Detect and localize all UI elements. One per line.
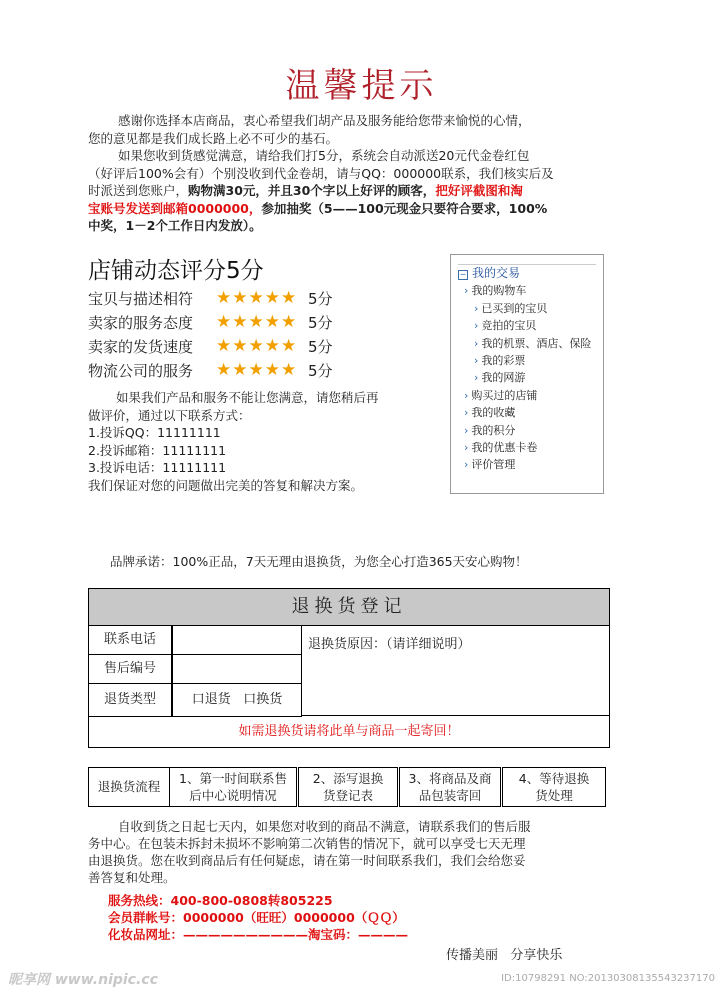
watermark-id: ID:10798291 NO:20130308135543237170 xyxy=(501,973,715,984)
rating-score: 5分 xyxy=(308,361,333,380)
sidebar-item-label: 评价管理 xyxy=(471,458,516,472)
trade-menu xyxy=(458,264,596,484)
sidebar-item-cart[interactable] xyxy=(458,282,596,299)
rating-score: 5分 xyxy=(308,313,333,332)
flow-step-text: 3、将商品及商 xyxy=(408,771,492,786)
form-notice xyxy=(89,717,609,747)
chevron-right-icon: › xyxy=(474,301,479,315)
complaint-line: 2.投诉邮箱：11111111 xyxy=(88,442,227,458)
sidebar-item-points[interactable] xyxy=(458,422,596,439)
sidebar-item-label: 我的机票、酒店、保险 xyxy=(481,336,592,350)
reason-label: 退换货原因：（请详细说明） xyxy=(308,637,471,652)
sidebar-item-lottery[interactable] xyxy=(458,352,596,369)
sidebar-item-label: 购买过的店铺 xyxy=(471,388,538,402)
sidebar-item-label: 我的积分 xyxy=(471,423,516,437)
sidebar-item-label: 我的购物车 xyxy=(471,284,527,298)
flow-step-text: 1、第一时间联系售 xyxy=(179,771,287,786)
sidebar-item-reviews[interactable] xyxy=(458,456,596,473)
star-rating-icon: ★★★★★ xyxy=(216,336,298,356)
flow-label xyxy=(88,767,170,807)
after-line: 自收到货之日起七天内，如果您对收到的商品不满意，请联系我们的售后服 xyxy=(118,819,531,834)
return-flow xyxy=(88,767,606,807)
phone-label-text: 联系电话 xyxy=(103,632,156,647)
intro-line: 您的意见都是我们成长路上必不可少的基石。 xyxy=(88,130,339,146)
star-rating-icon: ★★★★★ xyxy=(216,360,298,380)
return-form xyxy=(88,588,610,748)
star-rating-icon: ★★★★★ xyxy=(216,312,298,332)
page-title: 温馨提示 xyxy=(285,66,438,106)
service-no-label xyxy=(89,655,172,684)
flow-step-text: 货登记表 xyxy=(322,788,373,803)
chevron-right-icon: › xyxy=(474,353,479,367)
type-label-text: 退货类型 xyxy=(103,692,156,707)
flow-step xyxy=(298,767,398,807)
trade-sidebar xyxy=(450,254,604,494)
sidebar-item-label: 我的彩票 xyxy=(481,353,526,367)
sidebar-header-label: 我的交易 xyxy=(472,266,521,280)
complaint-text xyxy=(88,389,428,494)
after-line: 务中心。在包装未拆封未损坏不影响第二次销售的情况下，就可以享受七天无理 xyxy=(88,836,526,851)
rating-list xyxy=(88,286,348,382)
contact-info xyxy=(108,892,408,943)
chevron-right-icon: › xyxy=(464,440,469,454)
intro-line: 中奖，1－2个工作日内发放）。 xyxy=(88,218,262,233)
phone-label xyxy=(89,626,172,655)
complaint-line: 3.投诉电话：11111111 xyxy=(88,460,227,475)
star-rating-icon: ★★★★★ xyxy=(216,288,298,308)
rating-row xyxy=(88,334,348,358)
rating-heading: 店铺动态评分5分 xyxy=(88,258,264,284)
complaint-line: 我们保证对您的问题做出完美的答复和解决方案。 xyxy=(88,477,364,493)
sidebar-item-label: 我的网游 xyxy=(481,371,526,385)
chevron-right-icon: › xyxy=(464,423,469,437)
chevron-right-icon: › xyxy=(464,388,469,402)
sidebar-item-label: 我的优惠卡卷 xyxy=(471,440,538,454)
sidebar-header[interactable] xyxy=(458,265,596,282)
phone-field[interactable] xyxy=(172,626,302,655)
form-title: 退换货登记 xyxy=(291,596,407,617)
rating-row xyxy=(88,358,348,382)
sidebar-item-shops[interactable] xyxy=(458,387,596,404)
flow-step xyxy=(169,767,297,807)
flow-step-text: 4、等待退换 xyxy=(518,771,590,786)
complaint-line: 做评价，通过以下联系方式： xyxy=(88,407,251,423)
rating-label: 卖家的服务态度 xyxy=(88,313,194,332)
brand-promise: 品牌承诺：100%正品，7天无理由退换货，为您全心打造365天安心购物！ xyxy=(110,554,528,569)
shop-site: 化妆品网址：——————————淘宝码：———— xyxy=(108,927,409,942)
chevron-right-icon: › xyxy=(464,458,469,472)
after-line: 由退换货。您在收到商品后有任何疑虑，请在第一时间联系我们，我们会给您妥 xyxy=(88,853,526,868)
return-option-checkbox[interactable]: 口退货 xyxy=(191,692,231,707)
member-group: 会员群帐号：0000000（旺旺）0000000（ＱＱ） xyxy=(108,910,405,925)
sidebar-item-bought[interactable] xyxy=(458,300,596,317)
sidebar-item-games[interactable] xyxy=(458,369,596,386)
type-options xyxy=(172,684,302,717)
intro-line: （好评后100%会有）个别没收到代金卷胡，请与QQ：000000联系，我们核实后及 xyxy=(88,165,554,181)
intro-line xyxy=(88,200,648,218)
sidebar-item-label: 我的收藏 xyxy=(471,406,516,420)
service-no-label-text: 售后编号 xyxy=(103,661,156,676)
collapse-icon[interactable]: − xyxy=(459,270,467,279)
form-notice-text: 如需退换货请将此单与商品一起寄回！ xyxy=(238,724,460,739)
complaint-line: 如果我们产品和服务不能让您满意，请您稍后再 xyxy=(116,390,379,405)
intro-highlight: 把好评截图和淘 xyxy=(435,183,523,198)
chevron-right-icon: › xyxy=(464,406,469,420)
watermark-bar xyxy=(0,963,723,993)
chevron-right-icon: › xyxy=(464,284,469,298)
service-no-field[interactable] xyxy=(172,655,302,684)
flow-step-text: 品包装寄回 xyxy=(418,788,482,803)
rating-score: 5分 xyxy=(308,337,333,356)
chevron-right-icon: › xyxy=(474,336,479,350)
intro-text xyxy=(88,112,648,235)
sidebar-item-coupons[interactable] xyxy=(458,439,596,456)
intro-highlight: 宝账号发送到邮箱0000000， xyxy=(88,200,262,216)
intro-segment: 参加抽奖（5——100元现金只要符合要求，100% xyxy=(261,200,548,216)
intro-line: 感谢你选择本店商品，衷心希望我们胡产品及服务能给您带来愉悦的心情， xyxy=(118,113,531,128)
sidebar-item-travel[interactable] xyxy=(458,335,596,352)
chevron-right-icon: › xyxy=(474,371,479,385)
sidebar-item-label: 已买到的宝贝 xyxy=(481,301,548,315)
intro-line xyxy=(88,182,648,200)
intro-segment: 购物满30元，并且30个字以上好评的顾客， xyxy=(188,183,436,198)
sidebar-item-label: 竞拍的宝贝 xyxy=(481,319,537,333)
service-hotline: 服务热线：400-800-0808转805225 xyxy=(108,893,333,908)
type-label xyxy=(89,684,172,717)
flow-step-text: 2、添写退换 xyxy=(312,771,384,786)
sidebar-item-auction[interactable] xyxy=(458,317,596,334)
flow-step-text: 后中心说明情况 xyxy=(189,788,277,803)
watermark-logo: 昵享网 www.nipic.cc xyxy=(8,972,158,988)
rating-label: 宝贝与描述相符 xyxy=(88,289,194,308)
rating-label: 卖家的发货速度 xyxy=(88,337,194,356)
flow-step xyxy=(399,767,501,807)
flow-label-text: 退换货流程 xyxy=(97,779,161,794)
reason-field[interactable] xyxy=(302,626,609,716)
chevron-right-icon: › xyxy=(474,319,479,333)
slogan: 传播美丽 分享快乐 xyxy=(446,948,563,963)
sidebar-item-favorites[interactable] xyxy=(458,404,596,421)
intro-line: 如果您收到货感觉满意，请给我们打5分，系统会自动派送20元代金卷红包 xyxy=(118,148,530,163)
flow-step xyxy=(502,767,606,807)
flow-step-text: 货处理 xyxy=(535,788,573,803)
intro-segment: 时派送到您账户， xyxy=(88,183,189,198)
after-line: 善答复和处理。 xyxy=(88,870,176,885)
exchange-option-checkbox[interactable]: 口换货 xyxy=(243,692,283,707)
form-title-bar xyxy=(89,589,609,626)
rating-label: 物流公司的服务 xyxy=(88,361,194,380)
rating-row xyxy=(88,310,348,334)
complaint-line: 1.投诉QQ：11111111 xyxy=(88,425,221,440)
rating-row xyxy=(88,286,348,310)
after-sales-text xyxy=(88,818,618,886)
rating-score: 5分 xyxy=(308,289,333,308)
